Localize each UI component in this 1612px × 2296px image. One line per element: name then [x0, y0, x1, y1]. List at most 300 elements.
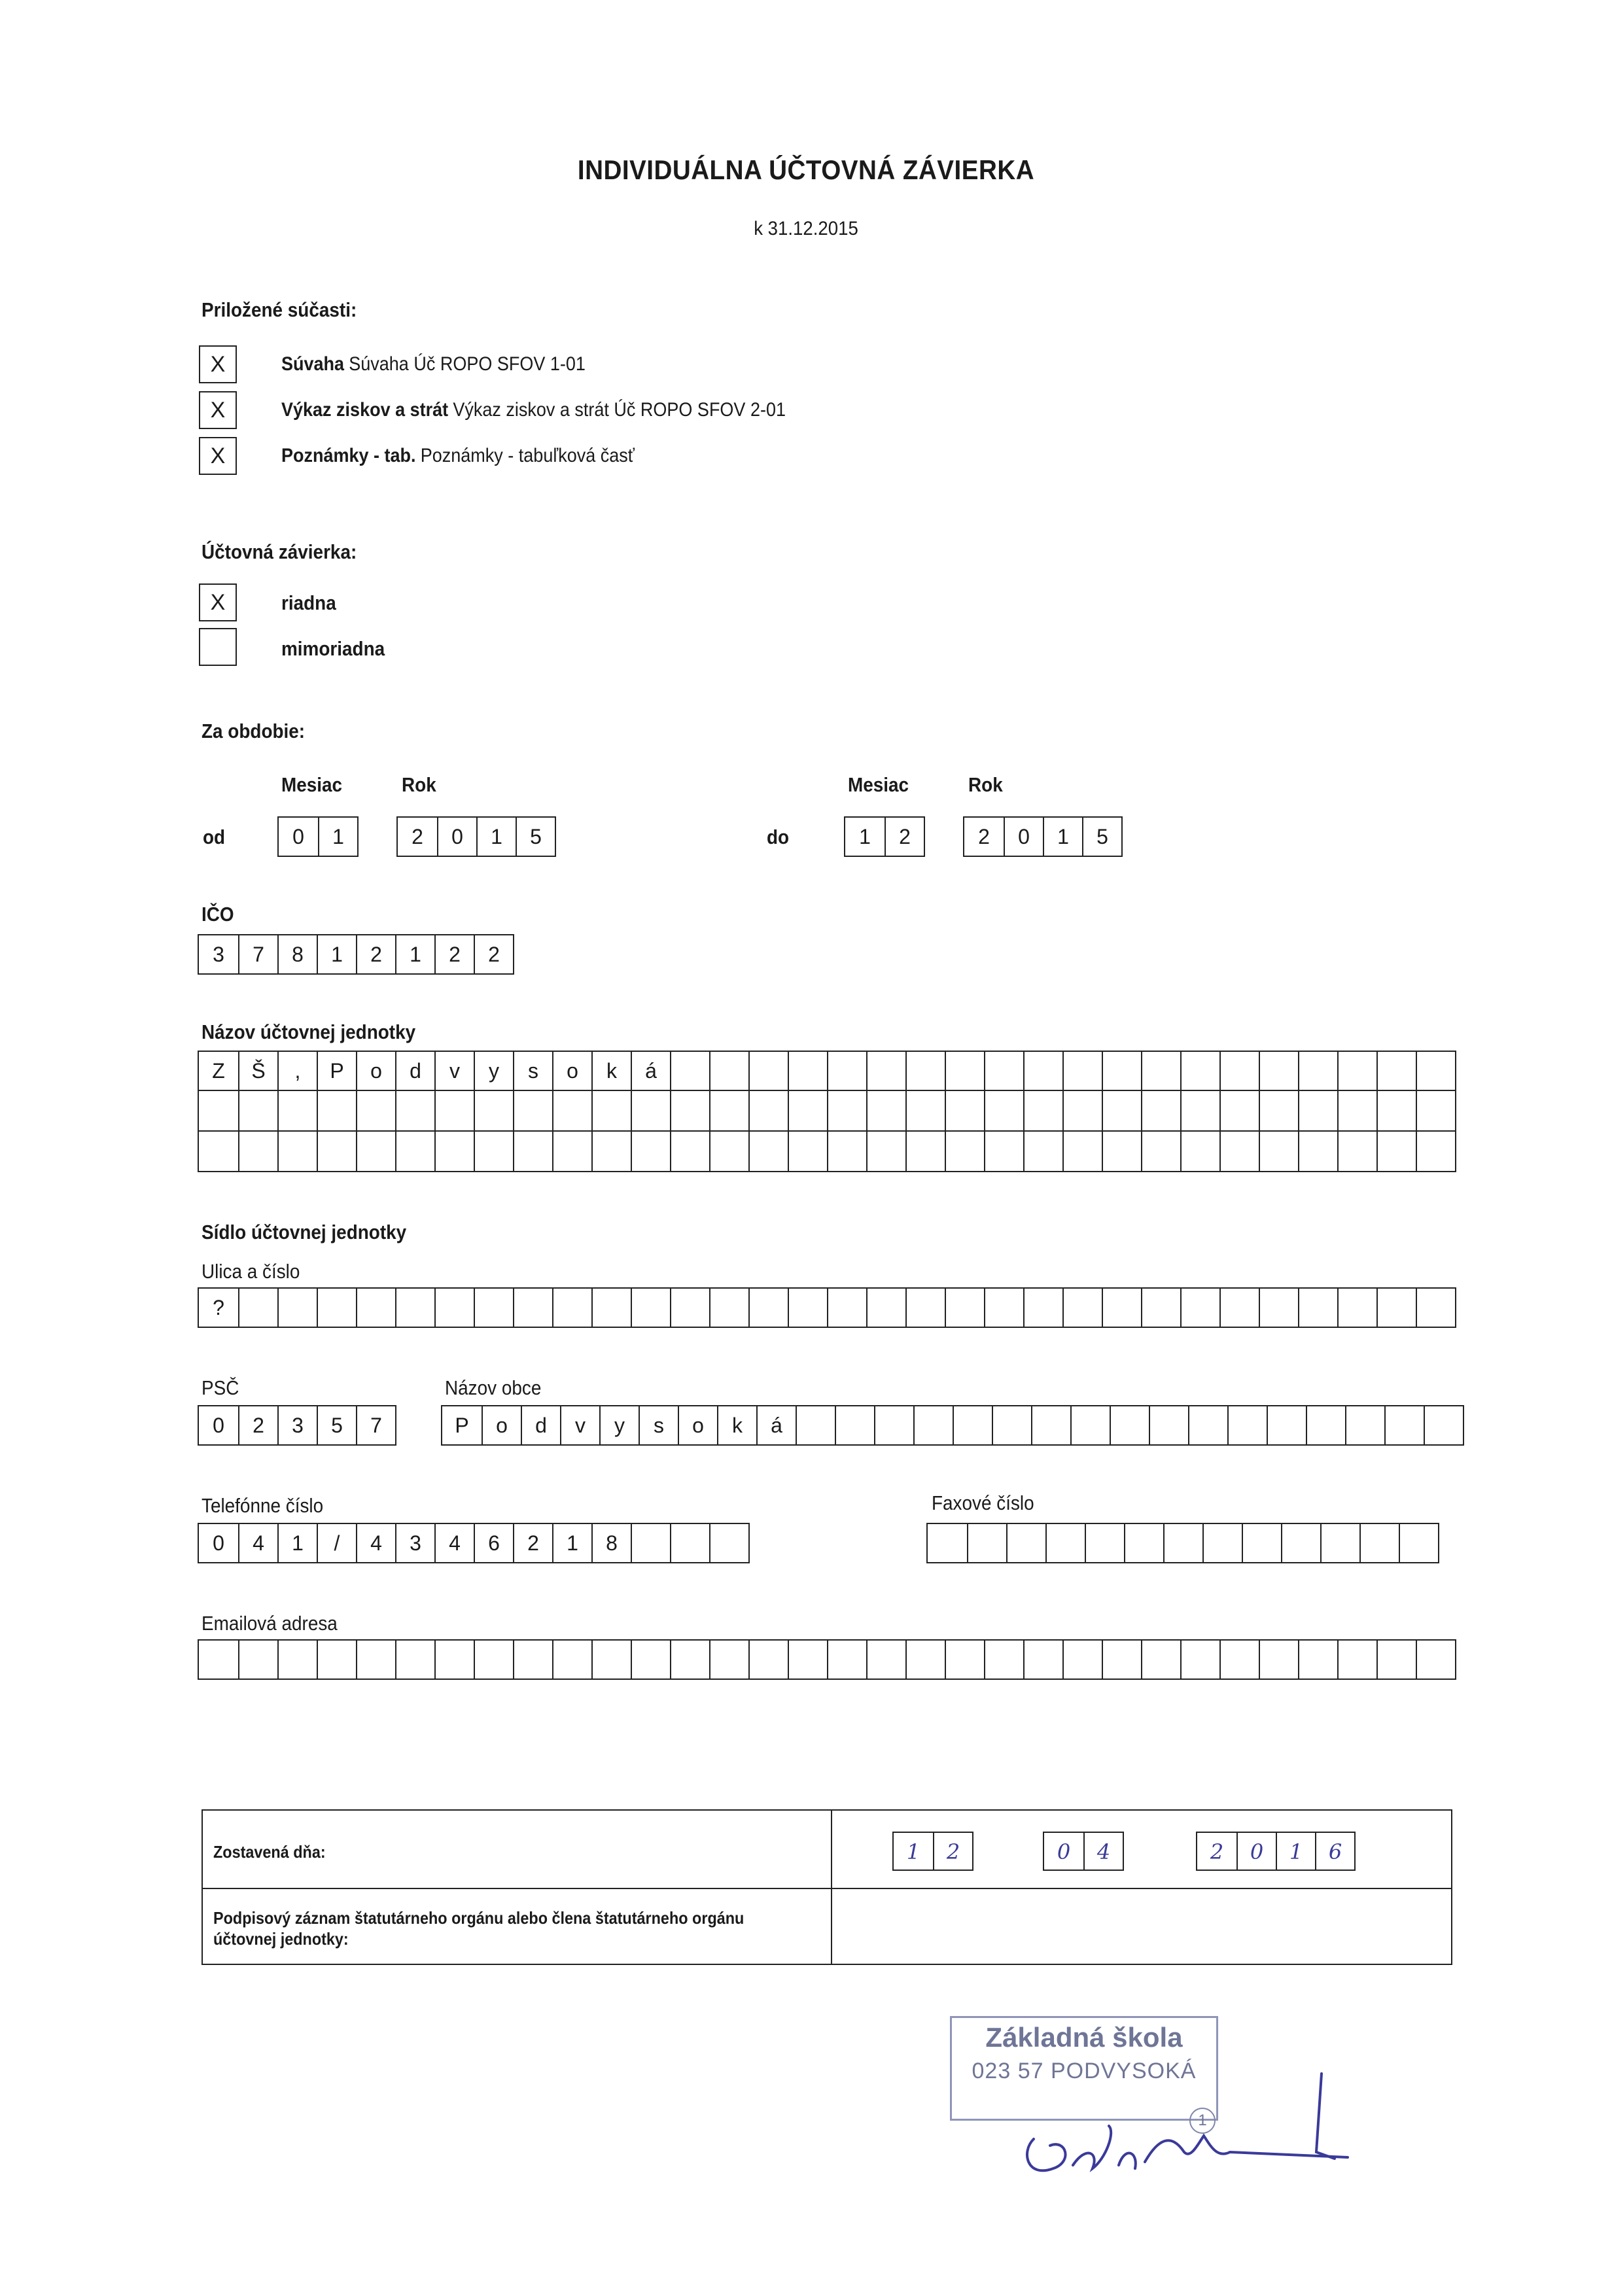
cell[interactable] — [945, 1052, 984, 1090]
cell[interactable] — [631, 1091, 670, 1130]
cell[interactable]: 4 — [238, 1524, 277, 1562]
cell[interactable] — [513, 1132, 552, 1171]
cell[interactable]: P — [317, 1052, 356, 1090]
attachment-poznamky — [281, 445, 635, 467]
cell[interactable] — [1102, 1641, 1141, 1679]
cell[interactable] — [199, 1091, 238, 1130]
cell[interactable] — [984, 1641, 1023, 1679]
cell[interactable]: 2 — [978, 825, 990, 848]
cell[interactable]: 1 — [1043, 818, 1082, 856]
phone-field — [198, 1523, 750, 1563]
cell[interactable] — [1141, 1052, 1180, 1090]
cell[interactable] — [1298, 1289, 1337, 1327]
cell[interactable] — [788, 1132, 827, 1171]
cell[interactable] — [1102, 1289, 1141, 1327]
psc-field — [198, 1405, 396, 1446]
cell[interactable] — [866, 1289, 905, 1327]
signature-drawing — [994, 2054, 1361, 2198]
cell[interactable] — [1298, 1641, 1337, 1679]
to-year-label: Rok — [968, 773, 1003, 796]
cell[interactable]: 2 — [412, 825, 423, 848]
cell[interactable] — [356, 1641, 395, 1679]
cell[interactable] — [1298, 1091, 1337, 1130]
cell[interactable] — [866, 1132, 905, 1171]
cell[interactable]: 1 — [317, 935, 356, 973]
cell[interactable] — [709, 1052, 748, 1090]
cell[interactable] — [1031, 1406, 1070, 1444]
cell[interactable]: 0 — [213, 1531, 224, 1555]
cell[interactable] — [913, 1406, 953, 1444]
cell[interactable]: 7 — [356, 1406, 395, 1444]
cell[interactable] — [984, 1091, 1023, 1130]
cell[interactable]: y — [599, 1406, 639, 1444]
cell[interactable] — [552, 1091, 591, 1130]
cell[interactable] — [474, 1091, 513, 1130]
cell[interactable] — [552, 1289, 591, 1327]
cell[interactable] — [709, 1091, 748, 1130]
fax-field — [926, 1523, 1439, 1563]
cell[interactable]: 8 — [591, 1524, 631, 1562]
cell[interactable] — [317, 1641, 356, 1679]
cell[interactable] — [1219, 1091, 1259, 1130]
cell[interactable] — [1337, 1091, 1376, 1130]
cell[interactable]: 0 — [1004, 818, 1043, 856]
attachment-checkbox-suvaha[interactable]: X — [199, 345, 237, 383]
cell[interactable] — [905, 1289, 945, 1327]
cell[interactable] — [670, 1132, 709, 1171]
cell[interactable]: 1 — [395, 935, 434, 973]
cell[interactable] — [709, 1641, 748, 1679]
cell[interactable] — [1062, 1052, 1102, 1090]
period-from-label: od — [203, 826, 226, 848]
cell[interactable] — [1023, 1132, 1062, 1171]
cell[interactable]: 1 — [1276, 1833, 1315, 1870]
cell[interactable] — [1267, 1406, 1306, 1444]
attachment-vykaz — [281, 399, 786, 421]
cell[interactable]: d — [395, 1052, 434, 1090]
cell[interactable] — [1085, 1524, 1124, 1562]
cell[interactable] — [277, 1289, 317, 1327]
cell[interactable] — [356, 1289, 395, 1327]
cell[interactable] — [1259, 1132, 1298, 1171]
cell[interactable] — [709, 1132, 748, 1171]
cell[interactable] — [1163, 1524, 1202, 1562]
cell[interactable]: v — [434, 1052, 474, 1090]
cell[interactable] — [945, 1132, 984, 1171]
cell[interactable] — [591, 1091, 631, 1130]
cell[interactable] — [1345, 1406, 1384, 1444]
ico-field — [198, 934, 514, 975]
cell[interactable] — [827, 1052, 866, 1090]
cell[interactable]: 3 — [395, 1524, 434, 1562]
cell[interactable] — [1337, 1641, 1376, 1679]
cell[interactable] — [827, 1132, 866, 1171]
cell[interactable] — [874, 1406, 913, 1444]
cell[interactable] — [984, 1132, 1023, 1171]
attachment-desc: Výkaz ziskov a strát Úč ROPO SFOV 2-01 — [453, 399, 786, 421]
cell[interactable] — [748, 1052, 788, 1090]
cell[interactable]: 5 — [516, 818, 555, 856]
cell[interactable] — [591, 1641, 631, 1679]
signature-label: Podpisový záznam štatutárneho orgánu alebo člena štatutárneho orgánu účtovnej jednotky: — [213, 1908, 745, 1949]
stamp-line1: Základná škola — [985, 2022, 1183, 2053]
cell[interactable] — [434, 1132, 474, 1171]
cell[interactable] — [1376, 1052, 1416, 1090]
cell[interactable] — [277, 1091, 317, 1130]
entity-name-row — [198, 1051, 1456, 1091]
cell[interactable] — [395, 1132, 434, 1171]
closing-checkbox-mimoriadna[interactable] — [199, 628, 237, 666]
cell[interactable]: 2 — [238, 1406, 277, 1444]
cell[interactable]: 4 — [1083, 1833, 1123, 1870]
street-label: Ulica a číslo — [202, 1260, 300, 1283]
cell[interactable] — [1337, 1289, 1376, 1327]
cell[interactable] — [905, 1091, 945, 1130]
cell[interactable] — [827, 1091, 866, 1130]
cell[interactable] — [788, 1289, 827, 1327]
cell[interactable] — [967, 1524, 1006, 1562]
cell[interactable] — [1062, 1641, 1102, 1679]
cell[interactable]: ? — [213, 1296, 224, 1319]
cell[interactable] — [238, 1641, 277, 1679]
cell[interactable]: o — [356, 1052, 395, 1090]
compiled-year-field — [1196, 1832, 1356, 1871]
cell[interactable] — [552, 1132, 591, 1171]
cell[interactable] — [1416, 1641, 1455, 1679]
footer-divider — [831, 1811, 832, 1964]
cell[interactable] — [1124, 1524, 1163, 1562]
attachment-name: Výkaz ziskov a strát — [281, 399, 449, 421]
cell[interactable] — [748, 1132, 788, 1171]
cell[interactable] — [1416, 1091, 1455, 1130]
cell[interactable]: 2 — [1210, 1839, 1224, 1864]
cell[interactable] — [1149, 1406, 1188, 1444]
cell[interactable] — [1424, 1406, 1463, 1444]
cell[interactable] — [1102, 1052, 1141, 1090]
cell[interactable] — [866, 1052, 905, 1090]
cell[interactable] — [992, 1406, 1031, 1444]
cell[interactable] — [395, 1641, 434, 1679]
cell[interactable]: 8 — [277, 935, 317, 973]
cell[interactable]: 5 — [317, 1406, 356, 1444]
cell[interactable] — [1180, 1091, 1219, 1130]
cell[interactable]: 6 — [474, 1524, 513, 1562]
cell[interactable] — [277, 1132, 317, 1171]
cell[interactable] — [1376, 1641, 1416, 1679]
cell[interactable] — [788, 1641, 827, 1679]
cell[interactable] — [928, 1524, 967, 1562]
cell[interactable] — [1376, 1289, 1416, 1327]
cell[interactable] — [356, 1091, 395, 1130]
cell[interactable] — [1023, 1052, 1062, 1090]
entity-name-row — [198, 1091, 1456, 1132]
from-year-field — [396, 816, 556, 857]
cell[interactable]: 0 — [437, 818, 476, 856]
cell[interactable] — [905, 1641, 945, 1679]
cell[interactable] — [1259, 1289, 1298, 1327]
cell[interactable] — [1180, 1052, 1219, 1090]
cell[interactable] — [1180, 1289, 1219, 1327]
cell[interactable] — [1141, 1289, 1180, 1327]
entity-name-row — [198, 1132, 1456, 1172]
cell[interactable] — [1062, 1091, 1102, 1130]
cell[interactable] — [1337, 1052, 1376, 1090]
cell[interactable] — [748, 1641, 788, 1679]
phone-label: Telefónne číslo — [202, 1494, 324, 1517]
cell[interactable] — [1102, 1132, 1141, 1171]
cell[interactable] — [1219, 1132, 1259, 1171]
cell[interactable] — [945, 1091, 984, 1130]
cell[interactable]: o — [482, 1406, 521, 1444]
cell[interactable]: d — [521, 1406, 560, 1444]
cell[interactable] — [631, 1289, 670, 1327]
closing-checkbox-riadna[interactable]: X — [199, 583, 237, 621]
cell[interactable] — [1219, 1052, 1259, 1090]
cell[interactable]: s — [639, 1406, 678, 1444]
cell[interactable] — [238, 1289, 277, 1327]
cell[interactable] — [1141, 1091, 1180, 1130]
cell[interactable] — [835, 1406, 874, 1444]
from-month-field — [277, 816, 359, 857]
cell[interactable] — [434, 1289, 474, 1327]
cell[interactable] — [1298, 1132, 1337, 1171]
cell[interactable] — [827, 1641, 866, 1679]
cell[interactable] — [1110, 1406, 1149, 1444]
cell[interactable] — [1202, 1524, 1242, 1562]
cell[interactable] — [1416, 1289, 1455, 1327]
cell[interactable] — [317, 1091, 356, 1130]
cell[interactable]: 0 — [1057, 1839, 1071, 1864]
cell[interactable] — [1045, 1524, 1085, 1562]
cell[interactable]: 2 — [513, 1524, 552, 1562]
cell[interactable] — [788, 1091, 827, 1130]
document-title: INDIVIDUÁLNA ÚČTOVNÁ ZÁVIERKA — [577, 154, 1035, 185]
compiled-label: Zostavená dňa: — [213, 1842, 326, 1862]
cell[interactable]: s — [513, 1052, 552, 1090]
cell[interactable] — [670, 1289, 709, 1327]
cell[interactable]: , — [277, 1052, 317, 1090]
cell[interactable] — [945, 1641, 984, 1679]
cell[interactable] — [434, 1091, 474, 1130]
cell[interactable]: 7 — [238, 935, 277, 973]
cell[interactable] — [905, 1132, 945, 1171]
cell[interactable] — [474, 1641, 513, 1679]
cell[interactable] — [1062, 1289, 1102, 1327]
cell[interactable] — [945, 1289, 984, 1327]
cell[interactable] — [709, 1524, 748, 1562]
closing-type-label: Účtovná závierka: — [202, 540, 357, 563]
cell[interactable] — [1070, 1406, 1110, 1444]
email-label: Emailová adresa — [202, 1612, 338, 1635]
cell[interactable]: 2 — [356, 935, 395, 973]
cell[interactable] — [591, 1132, 631, 1171]
cell[interactable] — [709, 1289, 748, 1327]
cell[interactable] — [1219, 1641, 1259, 1679]
email-field — [198, 1639, 1456, 1680]
cell[interactable]: 4 — [356, 1524, 395, 1562]
fax-label: Faxové číslo — [932, 1491, 1034, 1514]
cell[interactable]: 0 — [213, 1414, 224, 1437]
cell[interactable] — [670, 1641, 709, 1679]
cell[interactable] — [1259, 1091, 1298, 1130]
cell[interactable]: 2 — [434, 935, 474, 973]
cell[interactable] — [1376, 1091, 1416, 1130]
from-month-label: Mesiac — [281, 773, 343, 796]
cell[interactable]: Z — [212, 1059, 225, 1083]
cell[interactable]: 4 — [434, 1524, 474, 1562]
cell[interactable]: 6 — [1315, 1833, 1354, 1870]
cell[interactable] — [395, 1289, 434, 1327]
cell[interactable] — [1227, 1406, 1267, 1444]
attachment-name: Súvaha — [281, 353, 345, 375]
cell[interactable] — [984, 1289, 1023, 1327]
cell[interactable] — [513, 1091, 552, 1130]
attachment-name: Poznámky - tab. — [281, 445, 416, 466]
attachment-checkbox-poznamky[interactable]: X — [199, 437, 237, 475]
cell[interactable]: / — [317, 1524, 356, 1562]
cell[interactable] — [827, 1289, 866, 1327]
cell[interactable] — [1242, 1524, 1281, 1562]
cell[interactable] — [1141, 1641, 1180, 1679]
cell[interactable]: 2 — [885, 818, 924, 856]
reporting-date: k 31.12.2015 — [754, 218, 858, 239]
footer-table — [202, 1809, 1452, 1965]
cell[interactable] — [1298, 1052, 1337, 1090]
street-field — [198, 1287, 1456, 1328]
cell[interactable] — [1384, 1406, 1424, 1444]
cell[interactable] — [788, 1052, 827, 1090]
cell[interactable]: k — [717, 1406, 756, 1444]
cell[interactable] — [1416, 1052, 1455, 1090]
cell[interactable]: 1 — [906, 1839, 920, 1864]
cell[interactable] — [1259, 1641, 1298, 1679]
compiled-day-field — [892, 1832, 973, 1871]
cell[interactable]: o — [552, 1052, 591, 1090]
city-label: Názov obce — [445, 1376, 542, 1399]
cell[interactable] — [631, 1641, 670, 1679]
cell[interactable] — [513, 1641, 552, 1679]
cell[interactable] — [1023, 1641, 1062, 1679]
cell[interactable] — [1259, 1052, 1298, 1090]
cell[interactable]: 5 — [1082, 818, 1121, 856]
cell[interactable] — [866, 1641, 905, 1679]
cell[interactable]: 1 — [277, 1524, 317, 1562]
signature-stroke — [1027, 2126, 1348, 2170]
attachment-desc: Súvaha Úč ROPO SFOV 1-01 — [349, 353, 586, 375]
cell[interactable] — [1023, 1091, 1062, 1130]
cell[interactable] — [670, 1052, 709, 1090]
cell[interactable] — [1337, 1132, 1376, 1171]
stamp-line2: 023 57 PODVYSOKÁ — [972, 2059, 1197, 2083]
cell[interactable] — [1141, 1132, 1180, 1171]
to-month-label: Mesiac — [848, 773, 909, 796]
cell[interactable] — [670, 1524, 709, 1562]
cell[interactable] — [199, 1641, 238, 1679]
cell[interactable] — [1180, 1641, 1219, 1679]
cell[interactable] — [953, 1406, 992, 1444]
cell[interactable] — [1359, 1524, 1399, 1562]
cell[interactable] — [1219, 1289, 1259, 1327]
closing-option-riadna: riadna — [281, 591, 336, 614]
cell[interactable]: 2 — [933, 1833, 972, 1870]
cell[interactable] — [748, 1289, 788, 1327]
cell[interactable]: á — [631, 1052, 670, 1090]
period-to-label: do — [767, 826, 790, 848]
cell[interactable]: 1 — [476, 818, 516, 856]
cell[interactable] — [277, 1641, 317, 1679]
cell[interactable] — [434, 1641, 474, 1679]
cell[interactable] — [395, 1091, 434, 1130]
closing-option-mimoriadna: mimoriadna — [281, 637, 385, 660]
cell[interactable] — [199, 1132, 238, 1171]
cell[interactable] — [1062, 1132, 1102, 1171]
cell[interactable] — [317, 1132, 356, 1171]
cell[interactable] — [796, 1406, 835, 1444]
cell[interactable] — [1416, 1132, 1455, 1171]
cell[interactable] — [631, 1524, 670, 1562]
cell[interactable]: 1 — [318, 818, 357, 856]
cell[interactable] — [984, 1052, 1023, 1090]
cell[interactable]: 0 — [292, 825, 304, 848]
cell[interactable]: 0 — [1236, 1833, 1276, 1870]
cell[interactable]: v — [560, 1406, 599, 1444]
cell[interactable]: P — [455, 1414, 469, 1437]
cell[interactable]: á — [756, 1406, 796, 1444]
cell[interactable] — [1188, 1406, 1227, 1444]
cell[interactable] — [1399, 1524, 1438, 1562]
cell[interactable] — [317, 1289, 356, 1327]
cell[interactable] — [866, 1091, 905, 1130]
cell[interactable]: 1 — [859, 825, 871, 848]
cell[interactable] — [1023, 1289, 1062, 1327]
cell[interactable] — [356, 1132, 395, 1171]
cell[interactable] — [1180, 1132, 1219, 1171]
cell[interactable] — [905, 1052, 945, 1090]
cell[interactable] — [670, 1091, 709, 1130]
entity-name-label: Názov účtovnej jednotky — [202, 1020, 416, 1043]
cell[interactable] — [1376, 1132, 1416, 1171]
attachment-checkbox-vykaz[interactable]: X — [199, 391, 237, 429]
cell[interactable]: 3 — [213, 943, 224, 966]
cell[interactable]: 2 — [474, 935, 513, 973]
cell[interactable] — [1306, 1406, 1345, 1444]
cell[interactable] — [748, 1091, 788, 1130]
cell[interactable] — [474, 1132, 513, 1171]
cell[interactable] — [1102, 1091, 1141, 1130]
cell[interactable] — [513, 1289, 552, 1327]
cell[interactable] — [1320, 1524, 1359, 1562]
attachment-desc: Poznámky - tabuľková časť — [420, 445, 635, 466]
cell[interactable]: o — [678, 1406, 717, 1444]
cell[interactable] — [631, 1132, 670, 1171]
cell[interactable] — [591, 1289, 631, 1327]
cell[interactable] — [474, 1289, 513, 1327]
stamp-number: 1 — [1189, 2108, 1216, 2134]
cell[interactable] — [238, 1091, 277, 1130]
cell[interactable] — [552, 1641, 591, 1679]
footer-divider — [203, 1888, 1451, 1889]
cell[interactable]: k — [591, 1052, 631, 1090]
city-field — [441, 1405, 1464, 1446]
cell[interactable] — [238, 1132, 277, 1171]
cell[interactable]: Š — [238, 1052, 277, 1090]
cell[interactable]: y — [474, 1052, 513, 1090]
cell[interactable] — [1006, 1524, 1045, 1562]
cell[interactable] — [1281, 1524, 1320, 1562]
cell[interactable]: 1 — [552, 1524, 591, 1562]
seat-label: Sídlo účtovnej jednotky — [202, 1221, 407, 1244]
cell[interactable]: 3 — [277, 1406, 317, 1444]
